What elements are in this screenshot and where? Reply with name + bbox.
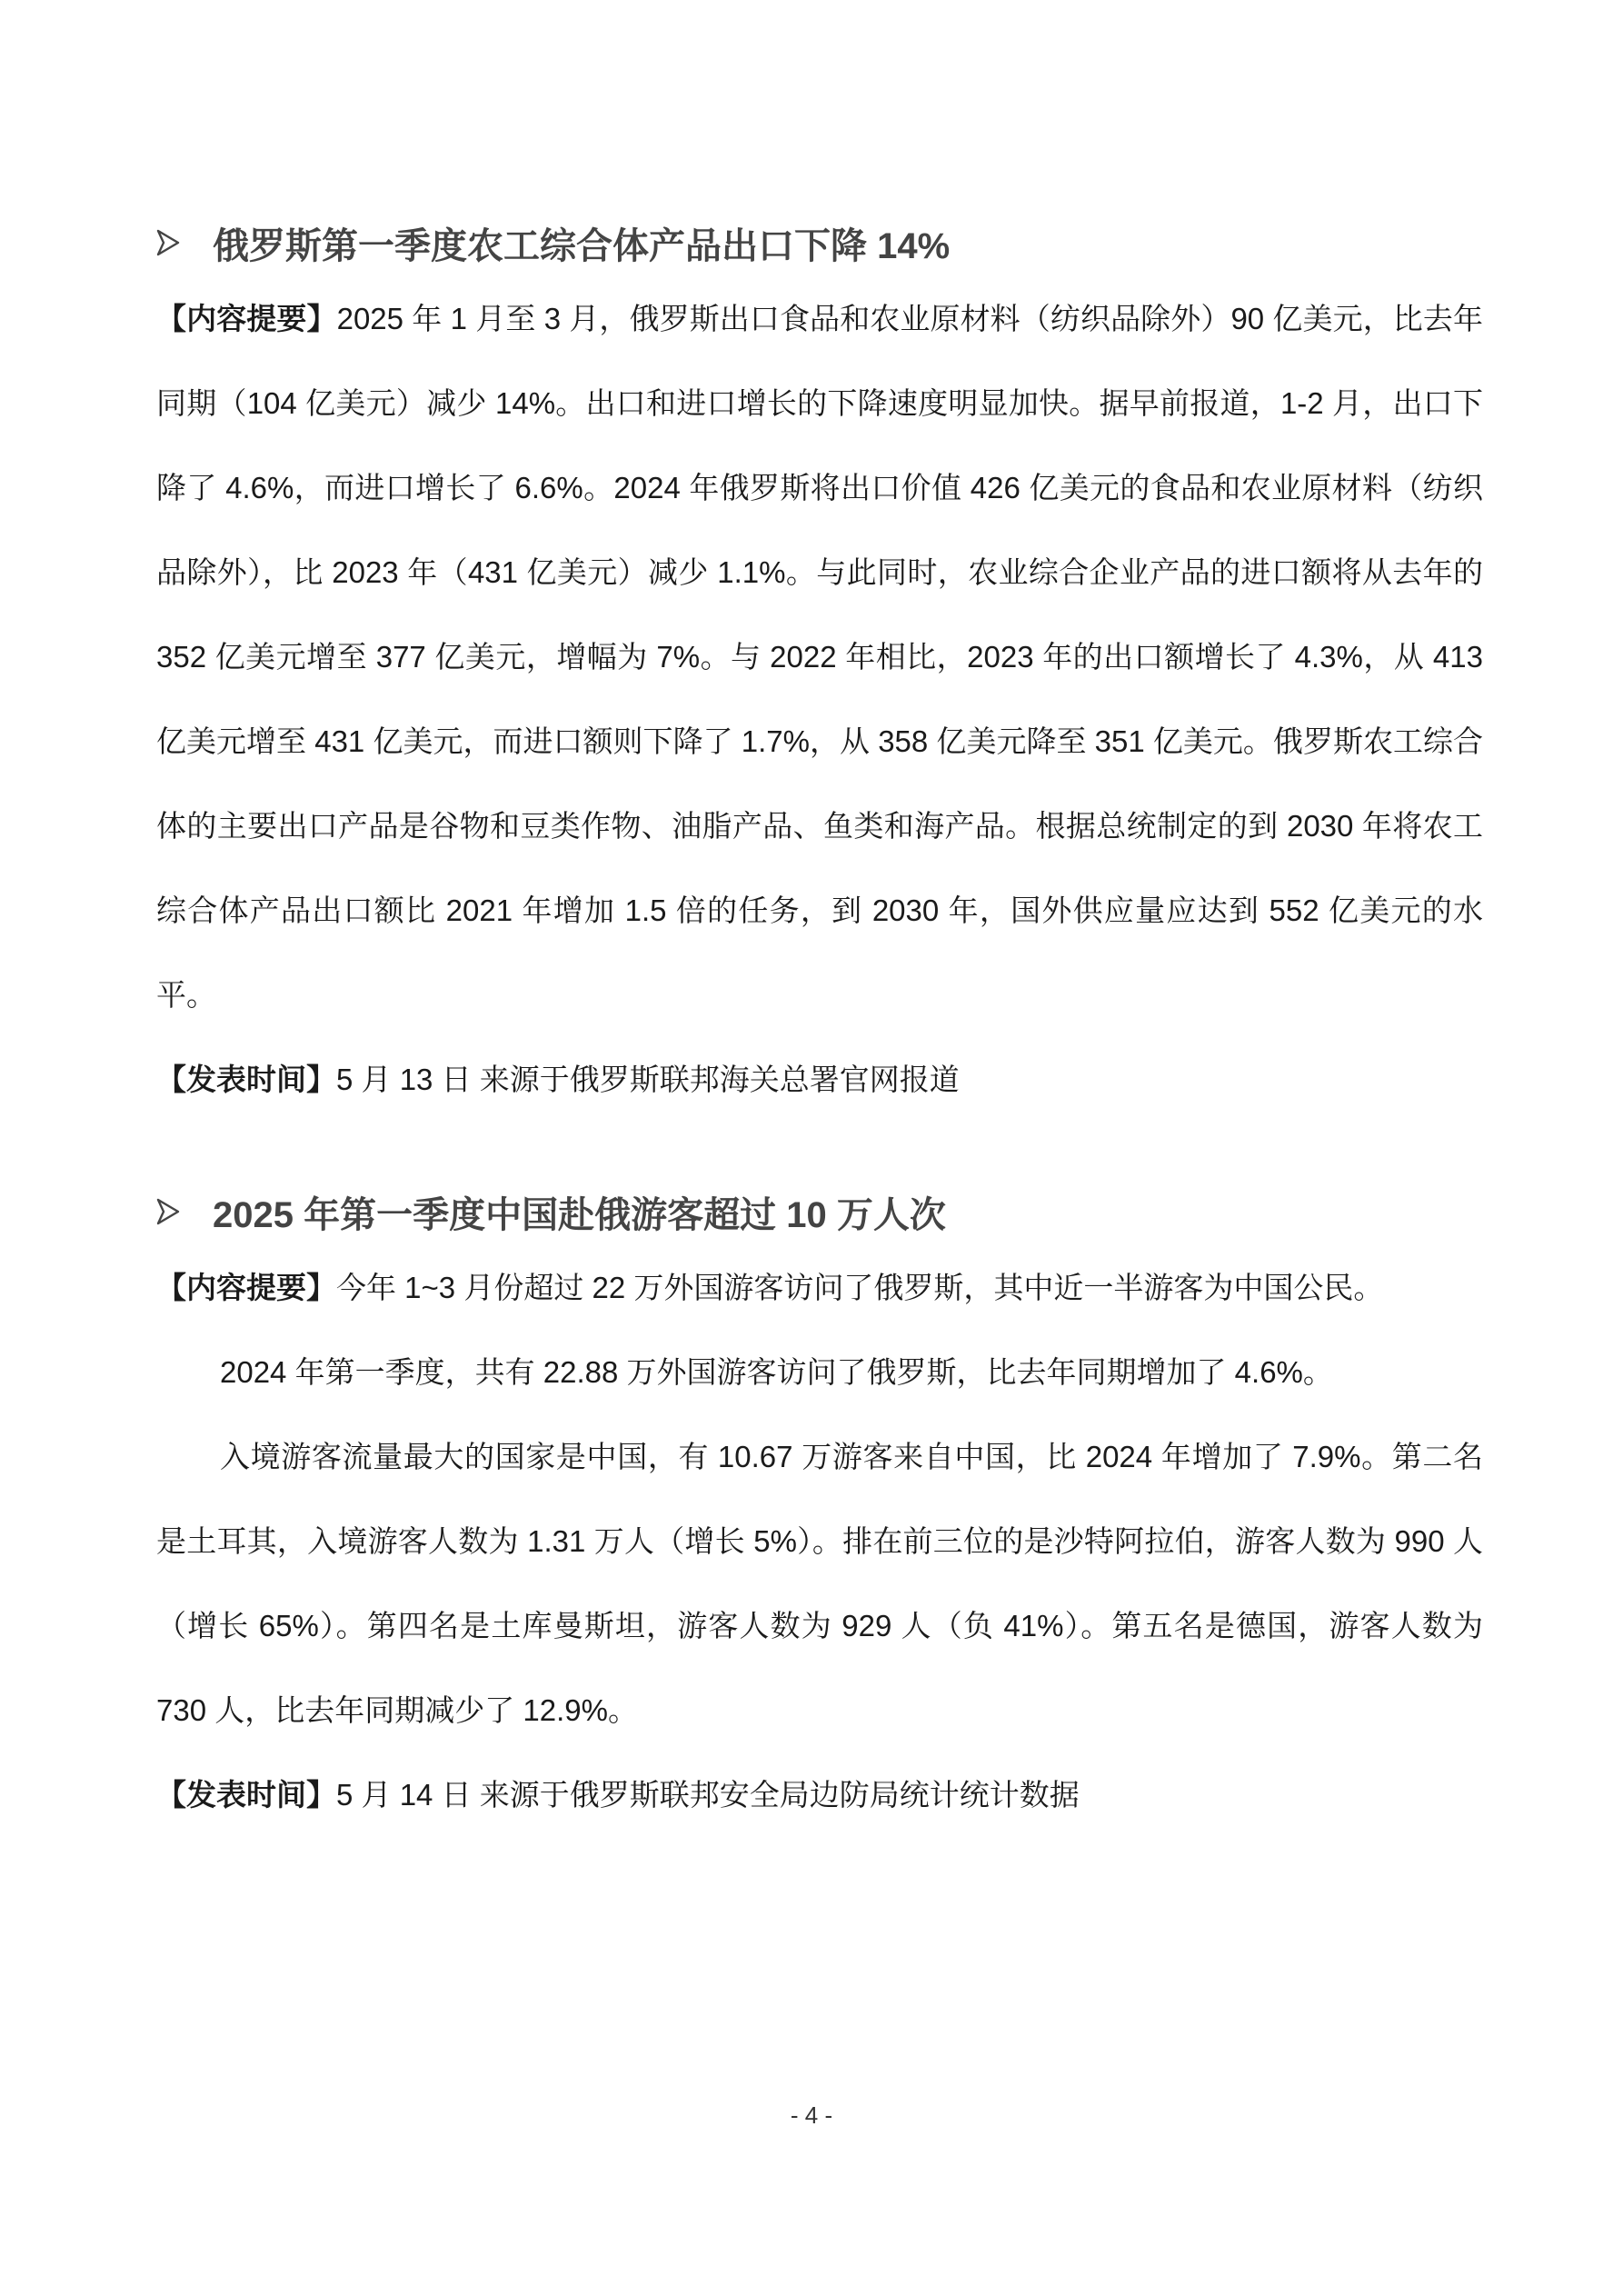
document-page (156, 209, 1483, 1837)
publish-info (156, 1752, 1483, 1837)
summary-text: 今年 1~3 月份超过 22 万外国游客访问了俄罗斯，其中近一半游客为中国公民。 (336, 1271, 1384, 1304)
arrow-bullet-icon (156, 229, 180, 256)
publish-tag: 【发表时间】 (156, 1778, 336, 1812)
publish-tag: 【发表时间】 (156, 1063, 336, 1096)
publish-text: 5 月 13 日 来源于俄罗斯联邦海关总署官网报道 (336, 1063, 960, 1096)
section-heading-text: 2025 年第一季度中国赴俄游客超过 10 万人次 (213, 1194, 946, 1235)
body-paragraph: 2024 年第一季度，共有 22.88 万外国游客访问了俄罗斯，比去年同期增加了 4.6%。 (220, 1355, 1333, 1389)
publish-text: 5 月 14 日 来源于俄罗斯联邦安全局边防局统计统计数据 (336, 1778, 1080, 1812)
news-section-1 (156, 209, 1483, 1122)
news-section-2 (156, 1178, 1483, 1837)
arrow-bullet-icon (156, 1198, 180, 1225)
section-heading (156, 209, 1483, 276)
page-number: - 4 - (790, 2101, 833, 2129)
publish-info (156, 1037, 1483, 1122)
summary-tag: 【内容提要】 (156, 1271, 336, 1304)
summary-paragraph (156, 1245, 1483, 1330)
summary-text: 2025 年 1 月至 3 月，俄罗斯出口食品和农业原材料（纺织品除外）90 亿美元，比去年同期（104 亿美元）减少 14%。出口和进口增长的下降速度明显加快。据早前报道，1-2 月，出口下降了 4.6%，而进口增长了 6.6%。2024 年俄罗斯将出口价值 426 亿美元的食品和农业原材料（纺织品除外），比 2023 年（431 亿美元）减少 1.1%。与此同时，农业综合企业产品的进口额将从去年的 352 亿美元增至 377 亿美元，增幅为 7%。与 2022 年相比，2023 年的出口额增长了 4.3%，从 413 亿美元增至 431 亿美元，而进口额则下降了 1.7%，从 358 亿美元降至 351 亿美元。俄罗斯农工综合体的主要出口产品是谷物和豆类作物、油脂产品、鱼类和海产品。根据总统制定的到 2030 年将农工综合体产品出口额比 2021 年增加 1.5 倍的任务，到 2030 年，国外供应量应达到 552 亿美元的水平。 (156, 302, 1484, 1012)
body-paragraph: 入境游客流量最大的国家是中国，有 10.67 万游客来自中国，比 2024 年增加了 7.9%。第二名是土耳其，入境游客人数为 1.31 万人（增长 5%）。排在前三位的是沙特阿拉伯，游客人数为 990 人（增长 65%）。第四名是土库曼斯坦，游客人数为 929 人（负 41%）。第五名是德国，游客人数为 730 人，比去年同期减少了 12.9%。 (156, 1440, 1483, 1727)
summary-tag: 【内容提要】 (156, 302, 337, 335)
section-heading-text: 俄罗斯第一季度农工综合体产品出口下降 14% (213, 225, 951, 266)
summary-paragraph (156, 276, 1483, 1037)
section-heading (156, 1178, 1483, 1245)
